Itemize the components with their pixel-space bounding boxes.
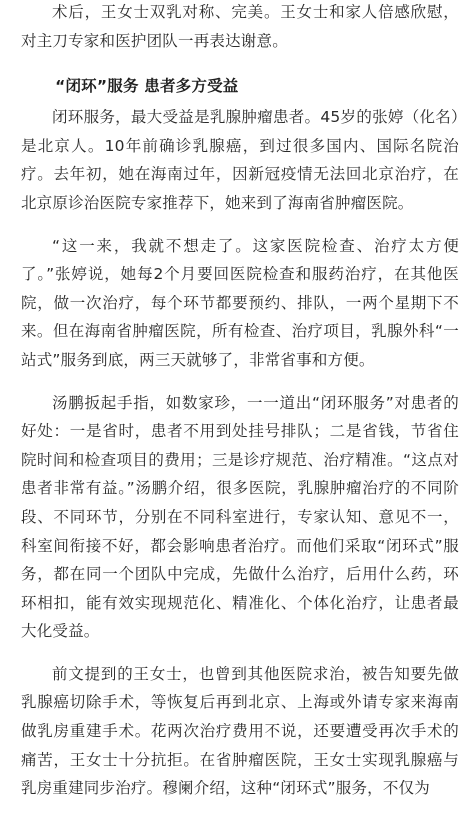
section-heading: “闭环”服务 患者多方受益 — [55, 77, 239, 96]
paragraph-spacer — [21, 218, 459, 232]
article-paragraph: 前文提到的王女士，也曾到其他医院求治，被告知要先做乳腺癌切除手术，等恢复后再到北京、上海或外请专家来海南做乳房重建手术。花两次治疗费用不说，还要遭受再次手术的痛苦，王女士十分抗拒。在省肿瘤医院，王女士实现乳腺癌与乳房重建同步治疗。穆阑介绍，这种“闭环式”服务，不仅为 — [21, 664, 459, 798]
article-paragraph: 术后，王女士双乳对称、完美。王女士和家人倍感欣慰，对主刀专家和医护团队一再表达谢意。 — [21, 3, 459, 50]
paragraph-spacer — [21, 375, 459, 389]
article-body — [21, 0, 459, 803]
article-paragraph: 闭环服务，最大受益是乳腺肿瘤患者。45岁的张婷（化名）是北京人。10年前确诊乳腺癌，到过很多国内、国际名院治疗。去年初，她在海南过年，因新冠疫情无法回北京治疗，在北京原诊治医院专家推荐下，她来到了海南省肿瘤医院。 — [21, 108, 459, 212]
article-paragraph: 汤鹏扳起手指，如数家珍，一一道出“闭环服务”对患者的好处：一是省时，患者不用到处挂号排队；二是省钱，节省住院时间和检查项目的费用；三是诊疗规范、治疗精准。“这点对患者非常有益。”汤鹏介绍，很多医院，乳腺肿瘤治疗的不同阶段、不同环节，分别在不同科室进行，专家认知、意见不一，科室间衔接不好，都会影响患者治疗。而他们采取“闭环式”服务，都在同一个团队中完成，先做什么治疗，后用什么药，环环相扣，能有效实现规范化、精准化、个体化治疗，让患者最大化受益。 — [21, 393, 459, 641]
article-paragraph: “这一来，我就不想走了。这家医院检查、治疗太方便了。”张婷说，她每2个月要回医院检查和服药治疗，在其他医院，做一次治疗，每个环节都要预约、排队，一两个星期下不来。但在海南省肿瘤医院，所有检查、治疗项目，乳腺外科“一站式”服务到底，两三天就够了，非常省事和方便。 — [21, 236, 459, 369]
paragraph-spacer — [21, 646, 459, 660]
